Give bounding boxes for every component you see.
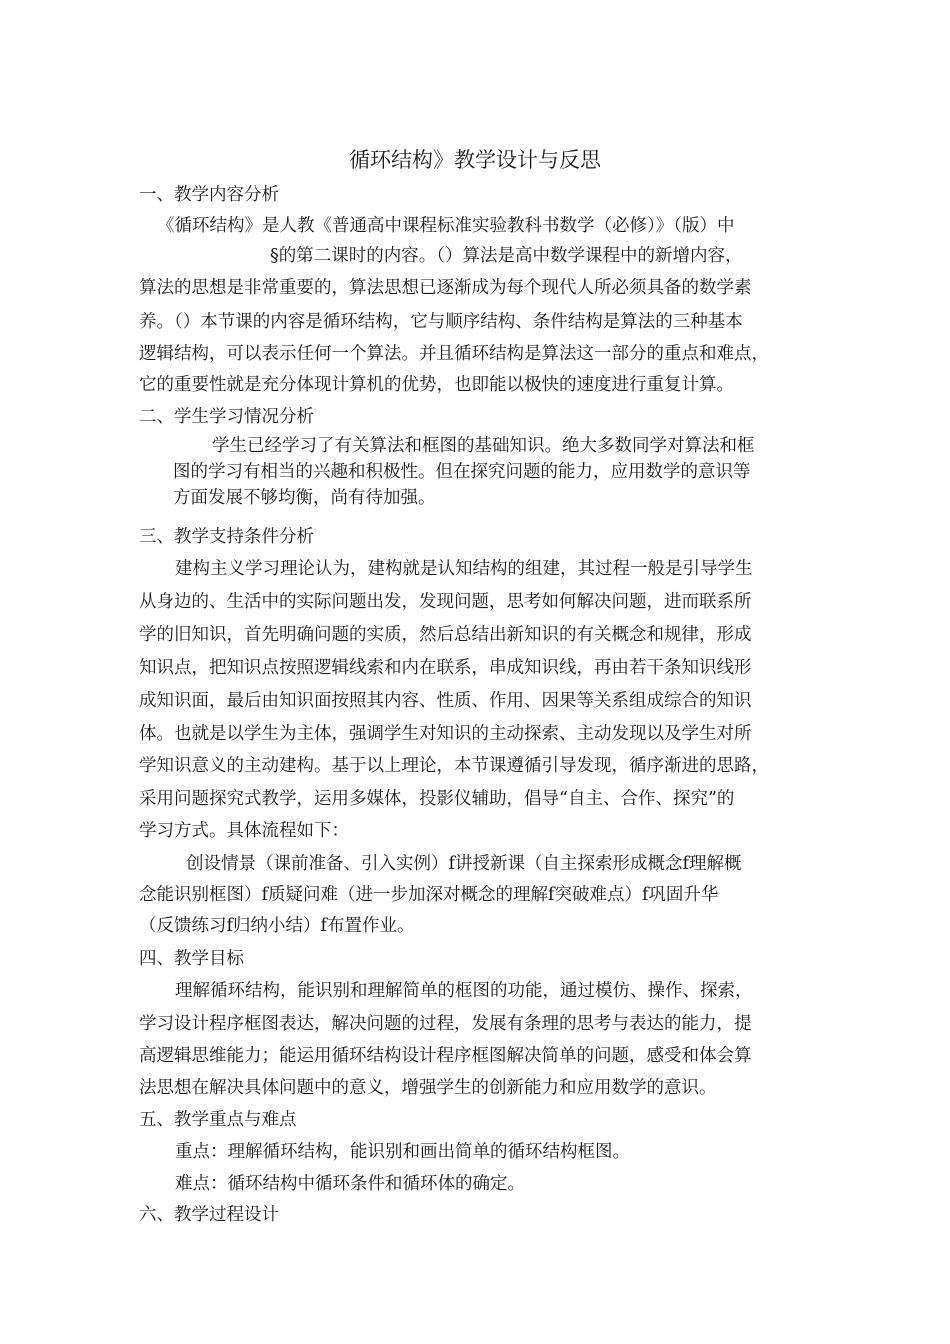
section-heading: 五、教学重点与难点	[139, 1110, 297, 1130]
paragraph-line: 难点：循环结构中循环条件和循环体的确定。	[175, 1174, 525, 1194]
document-title: 循环结构》教学设计与反思	[349, 148, 601, 172]
paragraph-line: §的第二课时的内容。（）算法是高中数学课程中的新增内容，	[270, 246, 743, 266]
section-heading: 三、教学支持条件分析	[139, 527, 314, 547]
paragraph-line: 从身边的、生活中的实际问题出发，发现问题，思考如何解决问题，进而联系所	[139, 592, 752, 612]
paragraph-line: 知识点，把知识点按照逻辑线索和内在联系，串成知识线，再由若干条知识线形	[139, 658, 752, 678]
paragraph-line: 学习设计程序框图表达，解决问题的过程，发展有条理的思考与表达的能力，提	[139, 1014, 752, 1034]
paragraph-line: 学生已经学习了有关算法和框图的基础知识。绝大多数同学对算法和框	[212, 436, 755, 456]
paragraph-line: 创设情景（课前准备、引入实例）f讲授新课（自主探索形成概念f理解概	[186, 854, 742, 874]
paragraph-line: 理解循环结构，能识别和理解简单的框图的功能，通过模仿、操作、探索，	[175, 981, 753, 1001]
paragraph-line: 养。（）本节课的内容是循环结构，它与顺序结构、条件结构是算法的三种基本	[139, 312, 743, 332]
paragraph-line: 算法的思想是非常重要的，算法思想已逐渐成为每个现代人所必须具备的数学素	[139, 278, 752, 298]
paragraph-line: 学习方式。具体流程如下：	[139, 821, 349, 841]
paragraph-line: 逻辑结构，可以表示任何一个算法。并且循环结构是算法这一部分的重点和难点，	[139, 344, 769, 364]
paragraph-line: 采用问题探究式教学，运用多媒体，投影仪辅助，倡导“自主、合作、探究”的	[139, 789, 735, 809]
paragraph-line: 图的学习有相当的兴趣和积极性。但在探究问题的能力，应用数学的意识等	[173, 462, 751, 482]
paragraph-line: 学的旧知识，首先明确问题的实质，然后总结出新知识的有关概念和规律，形成	[139, 625, 752, 645]
paragraph-line: 高逻辑思维能力；能运用循环结构设计程序框图解决简单的问题，感受和体会算	[139, 1046, 752, 1066]
paragraph-line: 成知识面，最后由知识面按照其内容、性质、作用、因果等关系组成综合的知识	[139, 691, 752, 711]
paragraph-line: 它的重要性就是充分体现计算机的优势，也即能以极快的速度进行重复计算。	[139, 375, 734, 395]
paragraph-line: 学知识意义的主动建构。基于以上理论，本节课遵循引导发现，循序渐进的思路，	[139, 756, 769, 776]
paragraph-line: 方面发展不够均衡，尚有待加强。	[173, 488, 436, 508]
paragraph-line: 《循环结构》是人教《普通高中课程标准实验教科书数学（必修）》（版）中	[157, 216, 735, 236]
paragraph-line: （反馈练习f归纳小结）f布置作业。	[139, 916, 415, 936]
paragraph-line: 法思想在解决具体问题中的意义，增强学生的创新能力和应用数学的意识。	[139, 1078, 717, 1098]
paragraph-line: 重点：理解循环结构，能识别和画出简单的循环结构框图。	[175, 1142, 630, 1162]
section-heading: 六、教学过程设计	[139, 1205, 279, 1225]
section-heading: 四、教学目标	[139, 949, 244, 969]
section-heading: 二、学生学习情况分析	[139, 407, 314, 427]
paragraph-line: 建构主义学习理论认为，建构就是认知结构的组建，其过程一般是引导学生	[175, 559, 753, 579]
paragraph-line: 念能识别框图）f质疑问难（进一步加深对概念的理解f突破难点）f巩固升华	[139, 885, 719, 905]
paragraph-line: 体。也就是以学生为主体，强调学生对知识的主动探索、主动发现以及学生对所	[139, 724, 752, 744]
section-heading: 一、教学内容分析	[139, 185, 279, 205]
